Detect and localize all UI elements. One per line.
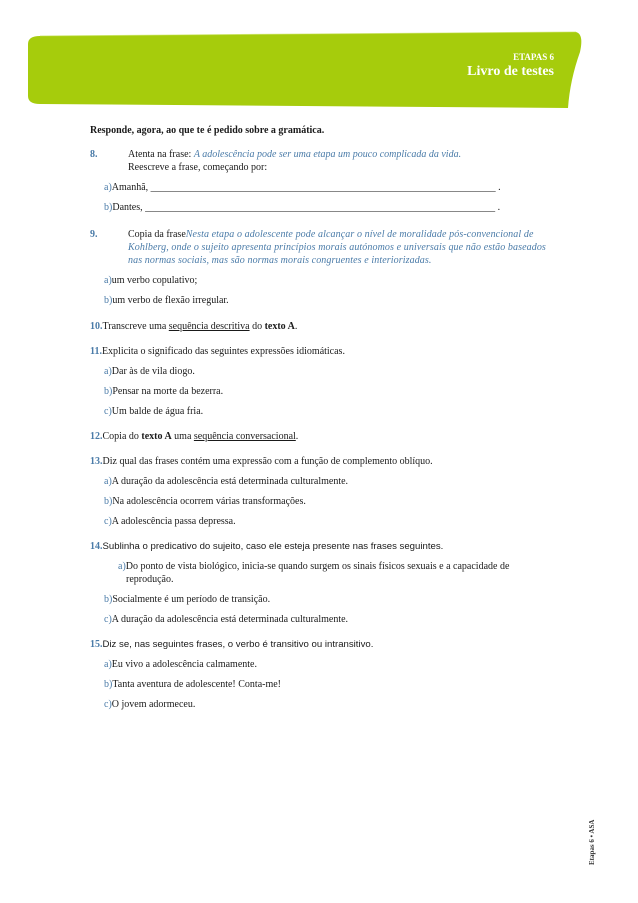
question-number: 13.	[90, 456, 103, 467]
question-prompt: Explicita o significado das seguintes expressões idiomáticas.	[101, 346, 345, 357]
option-text: Socialmente é um período de transição.	[112, 594, 271, 605]
option-b	[104, 593, 550, 606]
underlined-term: sequência conversacional	[193, 431, 296, 442]
question-number: 8.	[90, 149, 98, 160]
option-letter: c)	[104, 406, 112, 417]
quoted-passage: Nesta etapa o adolescente pode alcançar o nível de moralidade pós-convencional de Kohlberg, onde o sujeito apresenta princípios morais autónomos e universais que não estão baseados nas normas sociais, mas são normas morais congruentes e interiorizadas.	[128, 229, 546, 266]
option-text: Tanta aventura de adolescente! Conta-me!	[112, 679, 282, 690]
option-letter: a)	[104, 476, 112, 487]
option-b	[104, 294, 550, 307]
option-text: A adolescência passa depressa.	[111, 516, 236, 527]
option-b	[104, 385, 550, 398]
option-a	[104, 658, 550, 671]
option-a	[104, 181, 550, 194]
answer-blank-line[interactable]: Dantes, ______________________________________________________________________ .	[112, 202, 501, 213]
question-13	[90, 455, 550, 528]
option-c	[104, 405, 550, 418]
option-letter: b)	[104, 496, 113, 507]
question-number: 15.	[90, 639, 103, 650]
option-letter: a)	[104, 366, 112, 377]
option-text: Do ponto de vista biológico, inicia-se quando surgem os sinais físicos sexuais e a capacidade de reprodução.	[125, 561, 510, 585]
worksheet-content	[90, 124, 550, 711]
question-text: .	[295, 431, 299, 442]
option-text: Na adolescência ocorrem várias transformações.	[112, 496, 306, 507]
option-letter: b)	[104, 386, 113, 397]
question-14	[90, 540, 550, 626]
question-text: Transcreve uma	[102, 321, 169, 332]
question-text: uma	[171, 431, 194, 442]
option-text: Eu vivo a adolescência calmamente.	[111, 659, 257, 670]
option-letter: c)	[104, 516, 112, 527]
option-letter: a)	[118, 561, 126, 572]
option-c	[104, 613, 550, 626]
series-label: ETAPAS 6	[513, 52, 554, 62]
option-letter: b)	[104, 594, 113, 605]
page-footer	[584, 819, 598, 865]
question-prompt: Sublinha o predicativo do sujeito, caso ele esteja presente nas frases seguintes.	[102, 541, 444, 552]
option-letter: c)	[104, 614, 112, 625]
underlined-term: sequência descritiva	[168, 321, 250, 332]
option-letter: b)	[104, 202, 113, 213]
question-number: 12.	[90, 431, 103, 442]
question-prompt: Copia da frase	[128, 229, 186, 240]
question-number: 10.	[90, 321, 103, 332]
option-text: um verbo copulativo;	[111, 275, 198, 286]
footer-label: Etapas 6 • ASA	[588, 819, 596, 865]
answer-blank-line[interactable]: Amanhã, _____________________________________________________________________ .	[111, 182, 501, 193]
question-prompt: Diz se, nas seguintes frases, o verbo é transitivo ou intransitivo.	[102, 639, 374, 650]
question-number: 11.	[90, 346, 102, 357]
question-text: Copia do	[102, 431, 142, 442]
option-letter: b)	[104, 679, 113, 690]
question-text: .	[294, 321, 298, 332]
option-letter: a)	[104, 659, 112, 670]
question-11	[90, 345, 550, 418]
question-prompt: Diz qual das frases contém uma expressão com a função de complemento oblíquo.	[102, 456, 433, 467]
question-number: 14.	[90, 541, 103, 552]
option-a	[104, 475, 550, 488]
option-letter: a)	[104, 275, 112, 286]
question-instruction: Reescreve a frase, começando por:	[128, 162, 268, 173]
bold-term: texto A	[141, 431, 172, 442]
option-text: A duração da adolescência está determinada culturalmente.	[111, 614, 349, 625]
section-intro: Responde, agora, ao que te é pedido sobre a gramática.	[90, 125, 325, 136]
book-title: Livro de testes	[467, 64, 554, 79]
option-b	[104, 678, 550, 691]
option-text: Um balde de água fria.	[111, 406, 204, 417]
bold-term: texto A	[264, 321, 295, 332]
option-letter: b)	[104, 295, 113, 306]
option-c	[104, 698, 550, 711]
question-text: do	[249, 321, 265, 332]
question-prompt: Atenta na frase:	[128, 149, 194, 160]
option-a	[118, 560, 550, 586]
option-text: Pensar na morte da bezerra.	[112, 386, 224, 397]
option-letter: a)	[104, 182, 112, 193]
option-text: um verbo de flexão irregular.	[112, 295, 229, 306]
question-8	[90, 148, 550, 214]
question-15	[90, 638, 550, 711]
option-text: O jovem adormeceu.	[111, 699, 196, 710]
option-text: Dar às de vila diogo.	[111, 366, 195, 377]
question-10	[90, 320, 550, 333]
option-text: A duração da adolescência está determinada culturalmente.	[111, 476, 349, 487]
question-number: 9.	[90, 229, 98, 240]
question-12	[90, 430, 550, 443]
option-b	[104, 201, 550, 214]
option-c	[104, 515, 550, 528]
option-letter: c)	[104, 699, 112, 710]
option-a	[104, 274, 550, 287]
option-a	[104, 365, 550, 378]
quoted-sentence: A adolescência pode ser uma etapa um pouco complicada da vida.	[193, 149, 462, 160]
question-9	[90, 228, 550, 307]
option-b	[104, 495, 550, 508]
